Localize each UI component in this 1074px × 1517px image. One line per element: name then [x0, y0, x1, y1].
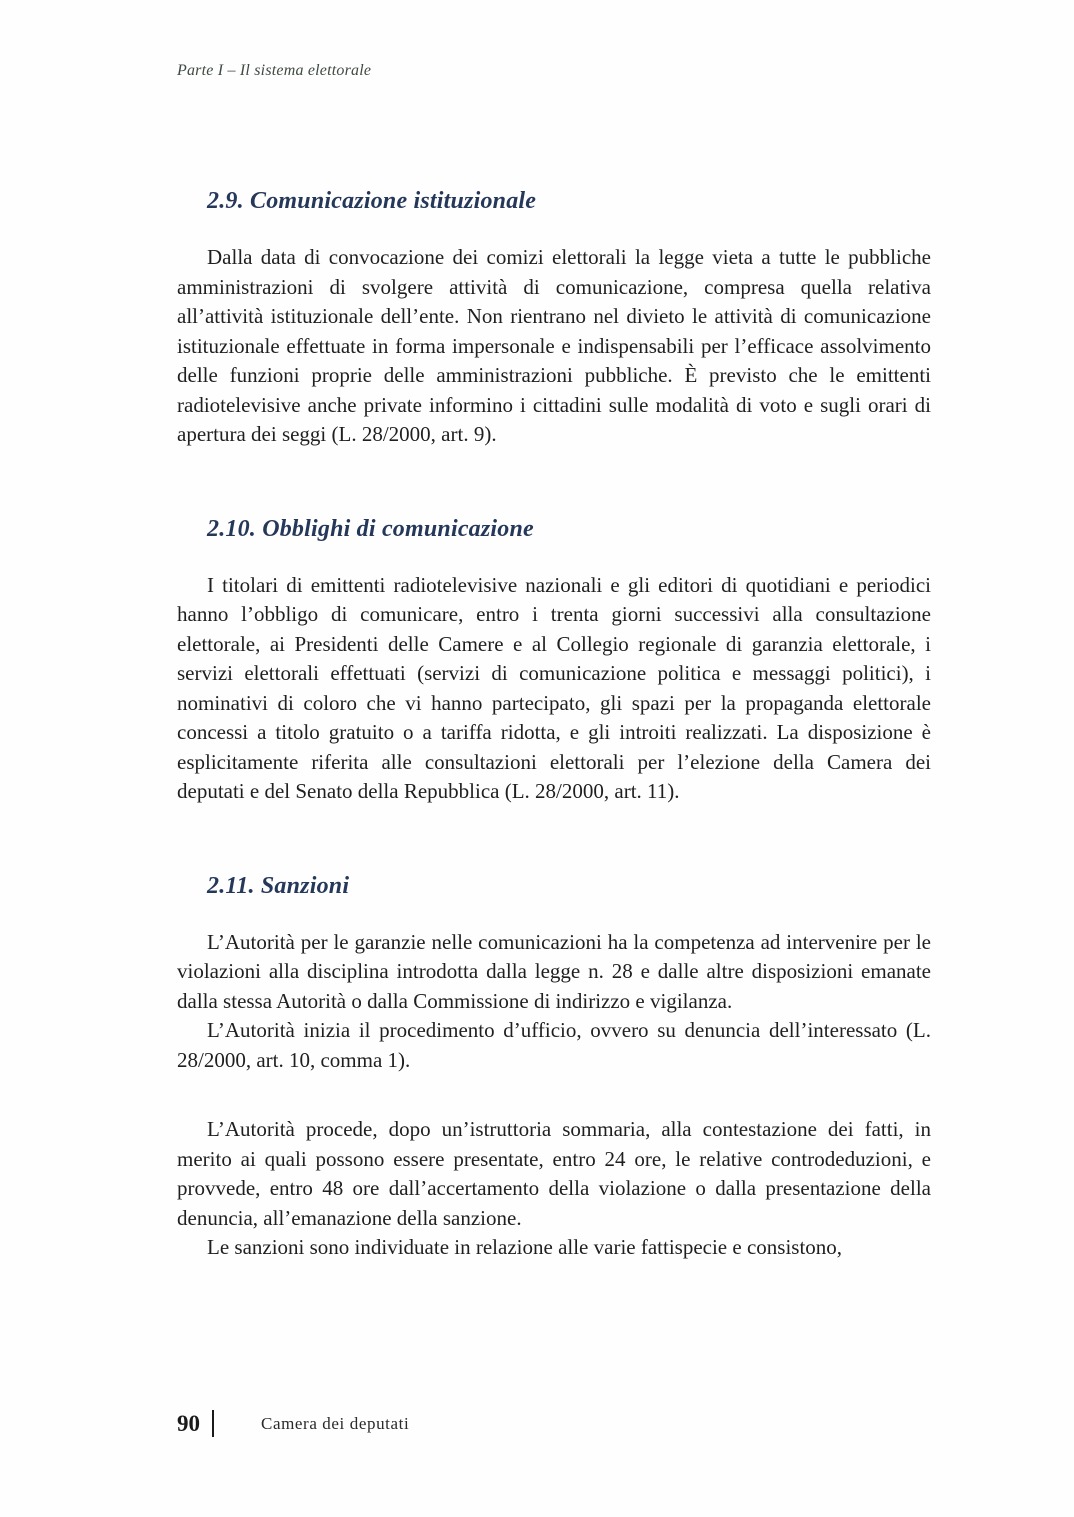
paragraph: L’Autorità inizia il procedimento d’ufficio, ovvero su denuncia dell’interessato (L. 28/2000, art. 10, comma 1).: [177, 1018, 931, 1072]
paragraph: I titolari di emittenti radiotelevisive nazionali e gli editori di quotidiani e periodici hanno l’obbligo di comunicare, entro i trenta giorni successivi alla consultazione elettorale, ai Presidenti delle Camere e al Collegio regionale di garanzia elettorale, i servizi elettorali effettuati (servizi di comunicazione politica e messaggi politici), i nominativi di coloro che vi hanno partecipato, gli spazi per la propaganda elettorale concessi a titolo gratuito o a tariffa ridotta, e gli introiti realizzati. La disposizione è esplicitamente riferita alle consultazioni elettorali per l’elezione della Camera dei deputati e del Senato della Repubblica (L. 28/2000, art. 11).: [177, 572, 931, 803]
section-2-9: [177, 186, 931, 450]
section-heading-2-9: 2.9. Comunicazione istituzionale: [207, 188, 537, 214]
running-header: Parte I – Il sistema elettorale: [177, 62, 372, 79]
footer-divider: [212, 1410, 214, 1437]
page-number: 90: [177, 1410, 200, 1436]
paragraph: L’Autorità per le garanzie nelle comunicazioni ha la competenza ad intervenire per le violazioni alla disciplina introdotta dalla legge n. 28 e dalle altre disposizioni emanate dalla stessa Autorità o dalla Commissione di indirizzo e vigilanza.: [177, 929, 931, 1013]
page-footer: [177, 1410, 931, 1437]
paragraph: Dalla data di convocazione dei comizi elettorali la legge vieta a tutte le pubbliche amministrazioni di svolgere attività di comunicazione, compresa quella relativa all’attività istituzionale dell’ente. Non rientrano nel divieto le attività di comunicazione istituzionale effettuate in forma impersonale e indispensabili per l’efficace assolvimento delle funzioni proprie delle amministrazioni pubbliche. È previsto che le emittenti radiotelevisive anche private informino i cittadini sulle modalità di voto e sugli orari di apertura dei seggi (L. 28/2000, art. 9).: [177, 245, 931, 446]
section-heading-2-10: 2.10. Obblighi di comunicazione: [207, 515, 534, 542]
paragraph: L’Autorità procede, dopo un’istruttoria sommaria, alla contestazione dei fatti, in merito ai quali possono essere presentate, entro 24 ore, le relative controdeduzioni, e provvede, entro 48 ore dall’accertamento della violazione o dalla presentazione della denuncia, all’emanazione della sanzione.: [177, 1117, 931, 1230]
section-heading-2-11: 2.11. Sanzioni: [207, 872, 350, 899]
page-content: [177, 0, 931, 1263]
section-2-11: [177, 871, 931, 1263]
section-2-10: [177, 514, 931, 807]
paragraph: Le sanzioni sono individuate in relazione alle varie fattispecie e consistono,: [207, 1235, 843, 1259]
footer-publisher: Camera dei deputati: [261, 1413, 410, 1433]
